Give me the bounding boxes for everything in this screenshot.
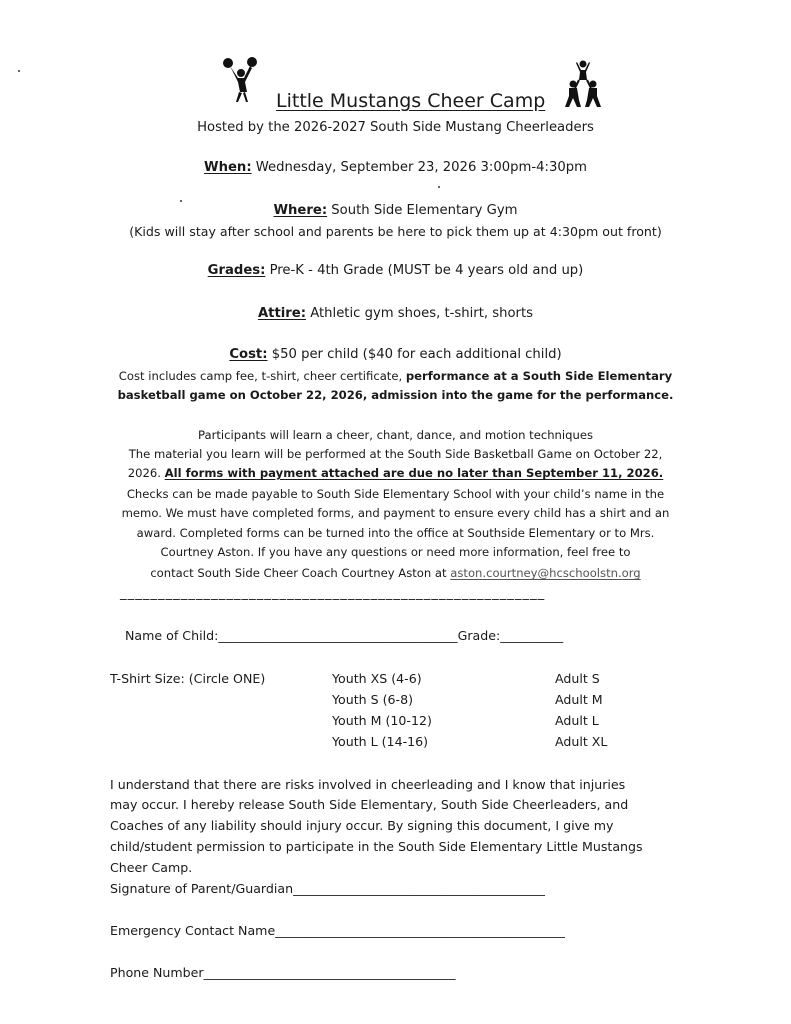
cost-includes-line2: basketball game on October 22, 2026, admission into the game for the performance.: [117, 388, 674, 402]
emergency-contact-label: Emergency Contact Name: [110, 923, 276, 938]
cost-line: [0, 347, 791, 362]
adult-size-option[interactable]: Adult M: [555, 692, 603, 707]
attire-label: Attire:: [257, 306, 307, 321]
info-line3: [0, 466, 791, 480]
child-name-row: [125, 628, 563, 643]
cheerleaders-right-icon: [563, 60, 603, 108]
youth-size-option[interactable]: Youth XS (4-6): [332, 671, 422, 686]
where-line: [0, 203, 791, 218]
emergency-contact-row: [110, 923, 565, 938]
cost-text: $50 per child ($40 for each additional child): [267, 347, 562, 362]
child-name-field[interactable]: ______________________________________: [218, 628, 458, 643]
adult-size-option[interactable]: Adult S: [555, 671, 600, 686]
waiver-line5: Cheer Camp.: [110, 860, 193, 875]
cost-includes-line1: [0, 369, 791, 383]
waiver-line4: child/student permission to participate in the South Side Elementary Little Mustangs: [110, 839, 643, 854]
phone-label: Phone Number: [110, 965, 204, 980]
waiver-line3: Coaches of any liability should injury occur. By signing this document, I give my: [110, 818, 614, 833]
info-line5: memo. We must have completed forms, and payment to ensure every child has a shirt and an: [121, 506, 670, 520]
info-deadline: All forms with payment attached are due no later than September 11, 2026.: [164, 466, 664, 480]
adult-size-option[interactable]: Adult XL: [555, 734, 608, 749]
youth-size-option[interactable]: Youth M (10-12): [332, 713, 432, 728]
info-line8: [0, 566, 791, 580]
signature-field[interactable]: ________________________________________: [293, 881, 545, 896]
phone-field[interactable]: ________________________________________: [203, 965, 456, 980]
info-line6: award. Completed forms can be turned into the office at Southside Elementary or to Mrs.: [136, 526, 655, 540]
child-name-label: Name of Child:: [125, 628, 219, 643]
info-line1: Participants will learn a cheer, chant, dance, and motion techniques: [198, 428, 593, 442]
attire-line: [0, 306, 791, 321]
when-label: When:: [204, 160, 252, 175]
info-line2: The material you learn will be performed at the South Side Basketball Game on October 22,: [128, 447, 663, 461]
attire-text: Athletic gym shoes, t-shirt, shorts: [306, 306, 534, 321]
info-line3-prefix: 2026.: [127, 466, 165, 480]
emergency-contact-field[interactable]: ______________________________________________: [275, 923, 565, 938]
phone-row: [110, 965, 455, 980]
speck: [18, 70, 20, 72]
grades-line: [0, 263, 791, 278]
speck: [438, 186, 440, 188]
waiver-line1: I understand that there are risks involved in cheerleading and I know that injuries: [110, 777, 626, 792]
cost-includes-bold1: performance at a South Side Elementary: [405, 369, 673, 383]
waiver-line2: may occur. I hereby release South Side Elementary, South Side Cheerleaders, and: [110, 797, 629, 812]
grade-label: Grade:: [457, 628, 501, 643]
speck: [180, 200, 182, 202]
cost-label: Cost:: [229, 347, 268, 362]
info-line4: Checks can be made payable to South Side Elementary School with your child’s name in the: [126, 487, 665, 501]
contact-email-link[interactable]: aston.courtney@hcschoolstn.org: [450, 566, 641, 580]
tshirt-size-label: T-Shirt Size: (Circle ONE): [110, 671, 266, 686]
separator-line: ________________________________________________________: [120, 586, 546, 601]
where-note: (Kids will stay after school and parents be here to pick them up at 4:30pm out front): [129, 224, 662, 239]
info-line8-prefix: contact South Side Cheer Coach Courtney Aston at: [150, 566, 451, 580]
grades-label: Grades:: [207, 263, 266, 278]
when-line: [0, 160, 791, 175]
youth-size-option[interactable]: Youth S (6-8): [332, 692, 414, 707]
subtitle: Hosted by the 2026-2027 South Side Mustang Cheerleaders: [197, 120, 594, 135]
where-label: Where:: [273, 203, 328, 218]
signature-label: Signature of Parent/Guardian: [110, 881, 294, 896]
youth-size-option[interactable]: Youth L (14-16): [332, 734, 429, 749]
cheerleader-left-icon: [218, 56, 262, 104]
signature-row: [110, 881, 545, 896]
grade-field[interactable]: __________: [500, 628, 564, 643]
cost-includes-prefix: Cost includes camp fee, t-shirt, cheer certificate,: [118, 369, 406, 383]
where-text: South Side Elementary Gym: [327, 203, 518, 218]
info-line7: Courtney Aston. If you have any questions or need more information, feel free to: [160, 545, 631, 559]
when-text: Wednesday, September 23, 2026 3:00pm-4:30pm: [251, 160, 587, 175]
adult-size-option[interactable]: Adult L: [555, 713, 599, 728]
page-title: Little Mustangs Cheer Camp: [276, 90, 546, 112]
grades-text: Pre-K - 4th Grade (MUST be 4 years old and up): [265, 263, 584, 278]
